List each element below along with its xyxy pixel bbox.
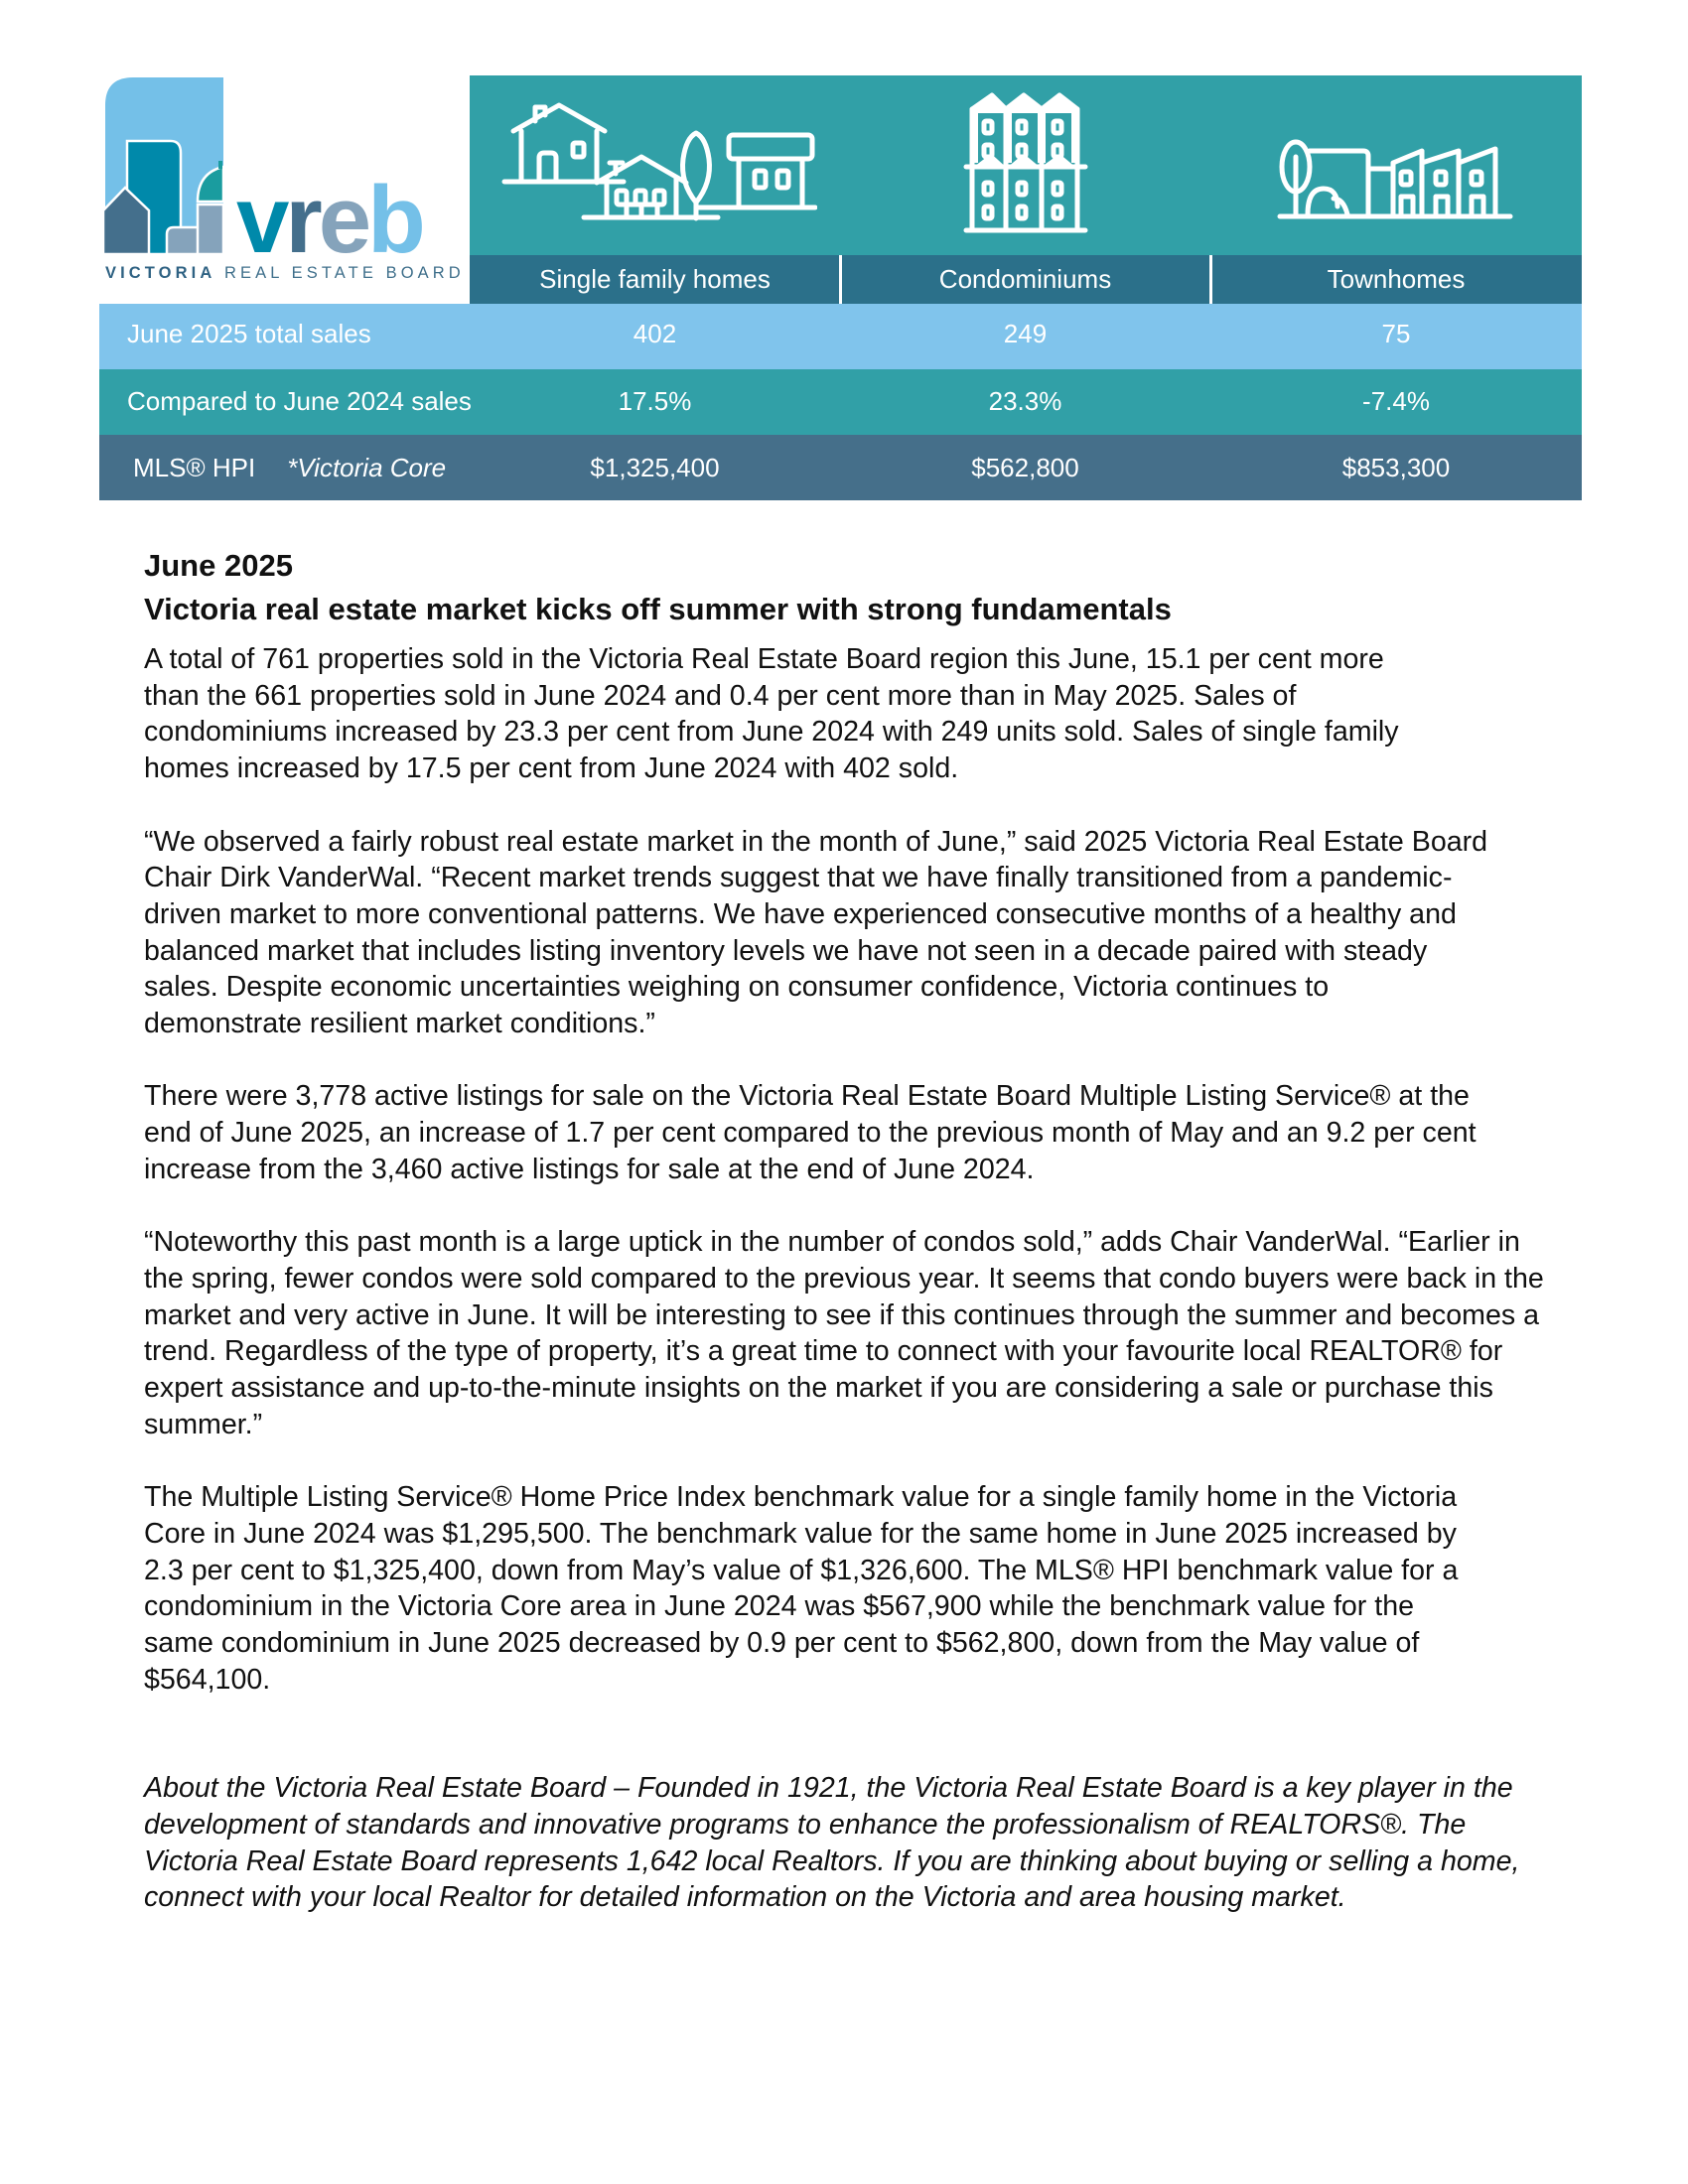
table-row-total-sales [99, 304, 1582, 369]
article-paragraph: “We observed a fairly robust real estate market in the month of June,” said 2025 Victoria Real Estate Board Chair Dirk VanderWal. “Recent market trends suggest that we have finally transitioned from a pandemic-driven market to more conventional patterns. We have experienced consecutive months of a healthy and balanced market that includes listing inventory levels we have not seen in a decade paired with steady sales. Despite economic uncertainties weighing on consumer confidence, Victoria continues to demonstrate resilient market conditions.” [144, 825, 1488, 1040]
article-title: Victoria real estate market kicks off summer with strong fundamentals [144, 592, 1172, 626]
cell-single-family-hpi: $1,325,400 [590, 452, 720, 482]
column-header-townhomes: Townhomes [1210, 255, 1582, 304]
cell-single-family-sales: 402 [633, 318, 677, 348]
column-header-condominiums: Condominiums [840, 255, 1210, 304]
townhomes-icon [1276, 137, 1514, 220]
cell-townhome-sales: 75 [1381, 318, 1411, 348]
property-type-icon-panel [470, 75, 1582, 255]
row-label: June 2025 total sales [127, 318, 371, 348]
logo-tagline-bold: VICTORIA [105, 264, 216, 282]
article-paragraph: There were 3,778 active listings for sale on the Victoria Real Estate Board Multiple Listing Service® at the end of June 2025, an increase of 1.7 per cent compared to the previous month of May and an 9.2 per cent increase from the 3,460 active listings for sale at the end of June 2024. [144, 1080, 1477, 1185]
cell-condo-sales: 249 [1003, 318, 1048, 348]
row-label-note: *Victoria Core [287, 452, 447, 482]
article-paragraph: “Noteworthy this past month is a large uptick in the number of condos sold,” adds Chair VanderWal. “Earlier in the spring, fewer condos were sold compared to the previous year. It seems that condo buyers were back in the market and very active in June. It will be interesting to see if this continues through the summer and becomes a trend. Regardless of the type of property, it’s a great time to connect with your favourite local REALTOR® for expert assistance and up-to-the-minute insights on the market if you are considering a sale or purchase this summer.” [144, 1226, 1544, 1440]
logo-tagline-rest: REAL ESTATE BOARD [215, 264, 465, 282]
row-label: Compared to June 2024 sales [127, 385, 472, 416]
article [144, 544, 1554, 1916]
logo-tagline [105, 264, 465, 283]
cell-townhome-hpi: $853,300 [1341, 452, 1451, 482]
article-paragraph: The Multiple Listing Service® Home Price Index benchmark value for a single family home in the Victoria Core in June 2024 was $1,295,500. The benchmark value for the same home in June 2025 increased by 2.3 per cent to $1,325,400, down from May’s value of $1,326,600. The MLS® HPI benchmark value for a condominium in the Victoria Core area in June 2024 was $567,900 while the benchmark value for the same condominium in June 2025 decreased by 0.9 per cent to $562,800, down from the May value of $564,100. [144, 1481, 1459, 1696]
cell-townhome-change: -7.4% [1362, 385, 1430, 416]
logo-block-shape [167, 227, 199, 254]
column-divider [1209, 255, 1212, 304]
article-paragraph: A total of 761 properties sold in the Victoria Real Estate Board region this June, 15.1 per cent more than the 661 properties sold in June 2024 and 0.4 per cent more than in May 2025. Sales of condominiums increased by 23.3 per cent from June 2024 with 249 units sold. Sales of single family homes increased by 17.5 per cent from June 2024 with 402 sold. [144, 643, 1399, 785]
cell-single-family-change: 17.5% [618, 385, 692, 416]
about-board-paragraph: About the Victoria Real Estate Board – Founded in 1921, the Victoria Real Estate Board is a key player in the development of standards and innovative programs to enhance the professionalism of REALTORS®. The Victoria Real Estate Board represents 1,642 local Realtors. If you are thinking about buying or selling a home, connect with your local Realtor for detailed information on the Victoria and area housing market. [144, 1772, 1520, 1914]
cell-condo-change: 23.3% [988, 385, 1062, 416]
column-header-single-family: Single family homes [470, 255, 840, 304]
condominium-building-icon [958, 89, 1093, 238]
logo-dome-base [198, 205, 223, 254]
table-row-mls-hpi [99, 435, 1582, 500]
vreb-logo [99, 75, 470, 304]
logo-wordmark: vreb [236, 167, 422, 273]
row-label [133, 435, 446, 500]
cell-condo-hpi: $562,800 [971, 452, 1079, 482]
table-row-year-over-year [99, 369, 1582, 435]
single-family-homes-icon [499, 93, 817, 228]
column-divider [839, 255, 842, 304]
logo-dome-spire [218, 161, 222, 169]
article-date: June 2025 [144, 548, 293, 583]
row-label-text: MLS® HPI [133, 452, 256, 482]
